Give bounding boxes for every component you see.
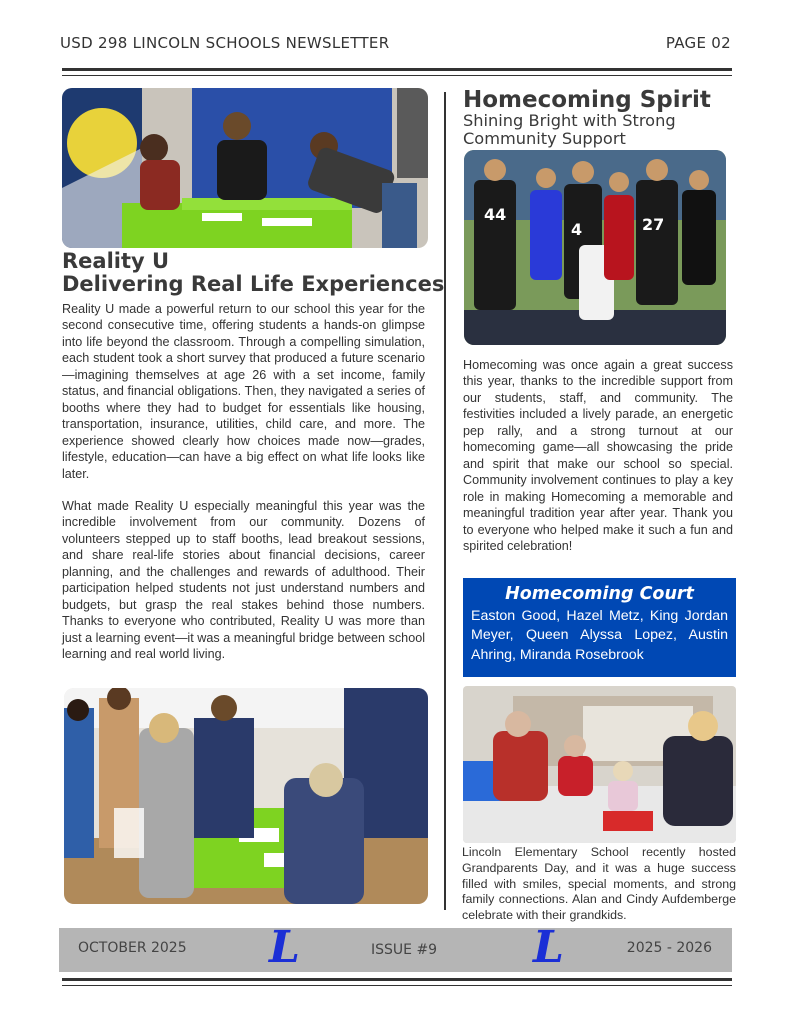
- footer-date: OCTOBER 2025: [78, 940, 187, 956]
- newsletter-title: USD 298 LINCOLN SCHOOLS NEWSLETTER: [60, 34, 390, 52]
- footer-band: [59, 922, 732, 973]
- homecoming-title: Homecoming Spirit: [463, 87, 711, 113]
- header-rule-thin: [62, 75, 732, 76]
- header-rule-thick: [62, 68, 732, 71]
- reality-u-title: Reality U: [62, 249, 170, 273]
- homecoming-paragraph: Homecoming was once again a great success this year, thanks to the incredible support from our students, staff, and community. The festivities included a lively parade, an energetic pep rally, and a strong turnout at our homecoming game—all showcasing the pride and spirit that make our school so special. Community involvement continues to play a key role in making Homecoming a memorable and meaningful tradition year after year. Thank you to everyone who helped make it such a fun and spirited celebration!: [463, 358, 733, 553]
- jersey-number-3: 27: [642, 215, 665, 234]
- footer-rule-thin: [62, 985, 732, 986]
- grandparents-caption: Lincoln Elementary School recently hosted Grandparents Day, and it was a huge success filled with smiles, special moments, and strong family connections. Alan and Cindy Aufdemberge celebrate with their grandkids.: [462, 845, 736, 923]
- footer-issue: ISSUE #9: [371, 942, 438, 958]
- page-number: PAGE 02: [665, 34, 731, 52]
- homecoming-court-names: Easton Good, Hazel Metz, King Jordan Meyer, Queen Alyssa Lopez, Austin Ahring, Miranda Rosebrook: [471, 608, 728, 663]
- footer-rule-thick: [62, 978, 732, 981]
- reality-u-photo-top: [62, 88, 428, 248]
- homecoming-court-title: Homecoming Court: [505, 584, 694, 604]
- column-divider: [444, 92, 446, 910]
- reality-u-subtitle: Delivering Real Life Experiences: [62, 272, 445, 296]
- grandparents-day-photo: [463, 686, 736, 843]
- lincoln-logo-right: L: [533, 922, 564, 973]
- lincoln-logo-left: L: [269, 922, 300, 973]
- reality-u-paragraph-2: What made Reality U especially meaningful this year was the incredible involvement from our community. Dozens of volunteers stepped up to staff booths, lead breakout sessions, and share real-life stories about financial decisions, career planning, and the challenges and rewards of adulthood. Their participation helped students not just understand numbers and budgets, but grasp the real stakes behind those numbers. Thanks to everyone who contributed, Reality U was more than just a learning event—it was a meaningful bridge between school learning and real world living.: [62, 499, 425, 662]
- reality-u-photo-bottom: [64, 688, 428, 904]
- reality-u-paragraph-1: Reality U made a powerful return to our school this year for the second consecutive time, offering students a hands-on glimpse into life beyond the classroom. Through a compelling simulation, each student took a short survey that produced a future scenario—imagining themselves at age 26 with a set income, family status, and financial obligations. Then, they navigated a series of booths where they had to budget for essentials like housing, transportation, insurance, utilities, child care, and more. The experience showed clearly how choices made now—grades, lifestyle, education—can have a big effect on what life looks like later.: [62, 302, 425, 481]
- homecoming-court-box: [463, 578, 736, 677]
- homecoming-subtitle: Shining Bright with Strong Community Support: [463, 111, 676, 149]
- jersey-number-2: 4: [571, 220, 583, 239]
- jersey-number-1: 44: [484, 205, 507, 224]
- footer-school-year: 2025 - 2026: [626, 940, 712, 956]
- homecoming-court-photo: [464, 150, 726, 345]
